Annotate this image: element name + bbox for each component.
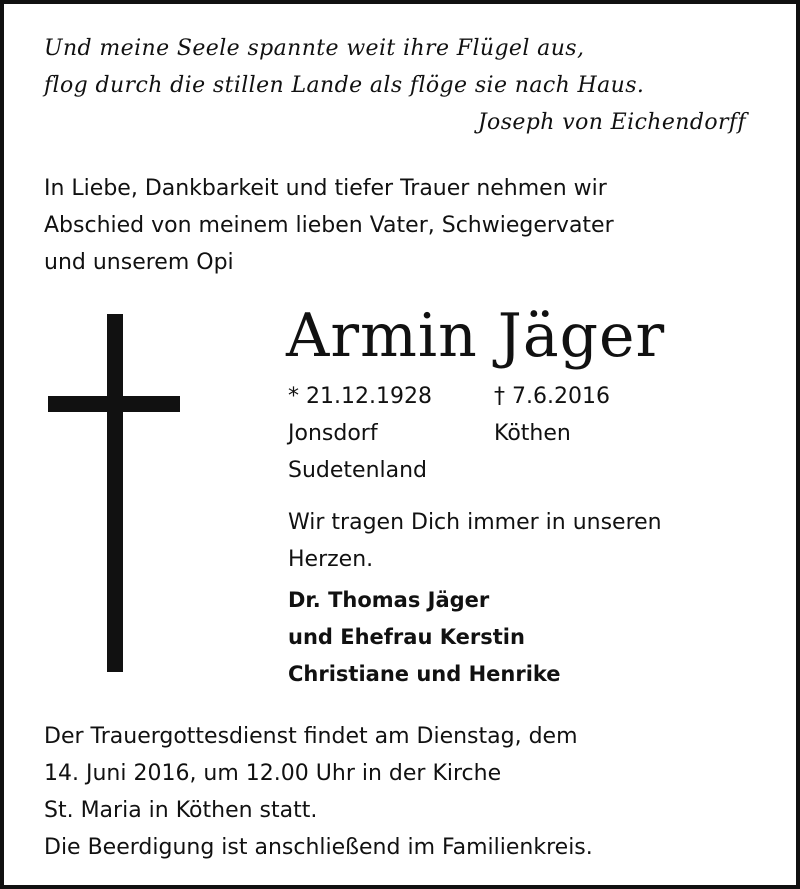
- message-line: Wir tragen Dich immer in unseren: [288, 510, 662, 535]
- poem-author: Joseph von Eichendorff: [477, 110, 746, 135]
- intro-text: [44, 170, 760, 281]
- service-details: [44, 718, 760, 866]
- poem-line: flog durch die stillen Lande als flöge sie nach Haus.: [44, 73, 645, 98]
- message-line: Herzen.: [288, 547, 374, 572]
- service-line: Der Trauergottesdienst findet am Dienstag, dem: [44, 724, 578, 749]
- intro-line: und unserem Opi: [44, 250, 234, 275]
- memorial-message: [288, 504, 758, 578]
- birth-region: Sudetenland: [288, 458, 428, 483]
- deceased-name: Armin Jäger: [286, 301, 666, 371]
- family-signatures: [288, 582, 758, 693]
- death-date: † 7.6.2016: [494, 384, 610, 409]
- death-info: [494, 378, 610, 452]
- birth-info: [288, 378, 432, 489]
- birth-place: Jonsdorf: [288, 421, 378, 446]
- death-place: Köthen: [494, 421, 571, 446]
- service-line: Die Beerdigung ist anschließend im Familienkreis.: [44, 835, 593, 860]
- intro-line: In Liebe, Dankbarkeit und tiefer Trauer nehmen wir: [44, 176, 607, 201]
- family-line: Christiane und Henrike: [288, 662, 561, 686]
- family-line: Dr. Thomas Jäger: [288, 588, 490, 612]
- cross-vertical-bar: [107, 314, 123, 672]
- birth-date: * 21.12.1928: [288, 384, 432, 409]
- family-line: und Ehefrau Kerstin: [288, 625, 525, 649]
- poem-line: Und meine Seele spannte weit ihre Flügel aus,: [44, 36, 585, 61]
- service-line: St. Maria in Köthen statt.: [44, 798, 318, 823]
- service-line: 14. Juni 2016, um 12.00 Uhr in der Kirche: [44, 761, 502, 786]
- poem-quote: [44, 30, 760, 141]
- intro-line: Abschied von meinem lieben Vater, Schwiegervater: [44, 213, 614, 238]
- cross-horizontal-bar: [48, 396, 180, 412]
